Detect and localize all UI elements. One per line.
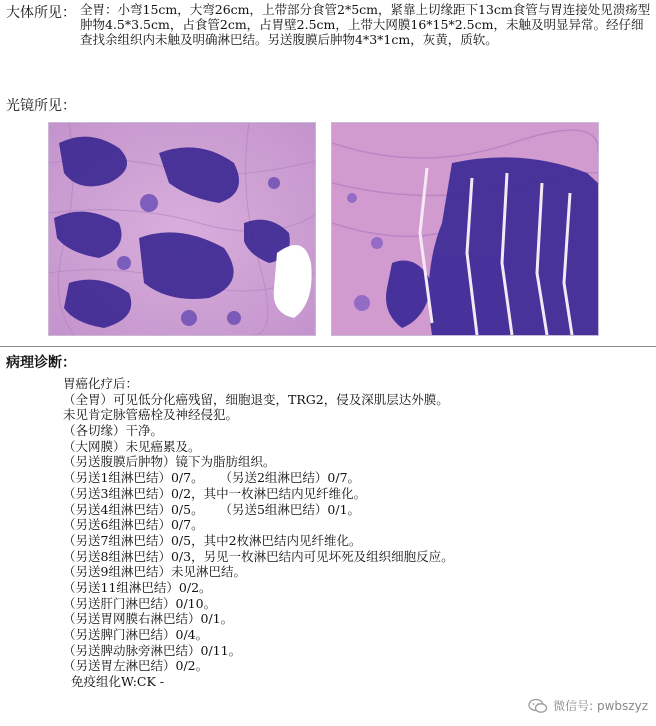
diagnosis-line: 胃癌化疗后： bbox=[63, 376, 139, 391]
diagnosis-list bbox=[63, 376, 648, 690]
diagnosis-line: （另送7组淋巴结）0/5，其中2枚淋巴结内见纤维化。 bbox=[63, 532, 362, 548]
diagnosis-line: （另送11组淋巴结）0/2。 bbox=[63, 579, 212, 595]
histology-image-left bbox=[48, 122, 316, 336]
diagnosis-title: 病理诊断： bbox=[6, 355, 76, 371]
diagnosis-line: 未见肯定脉管癌栓及神经侵犯。 bbox=[63, 407, 239, 423]
diagnosis-line: （另送4组淋巴结）0/5。 （另送5组淋巴结）0/1。 bbox=[63, 501, 361, 517]
gross-findings-text: 全胃：小弯15cm，大弯26cm，上带部分食管2*5cm，紧靠上切缘距下13cm食管与胃连接处见溃疡型肿物4.5*3.5cm，占食管2cm，占胃壁2.5cm，上带大网膜16*15*2.5cm，未触及明显异常。经仔细查找余组织内未触及明确淋巴结。另送腹膜后肿物4*3*1cm，灰黄，质软。 bbox=[80, 2, 651, 47]
diagnosis-line: （各切缘）干净。 bbox=[63, 423, 164, 439]
diagnosis-line: （另送腹膜后肿物）镜下为脂肪组织。 bbox=[63, 454, 276, 470]
diagnosis-line: （另送1组淋巴结）0/7。 （另送2组淋巴结）0/7。 bbox=[63, 470, 361, 486]
diagnosis-line: （另送脾动脉旁淋巴结）0/11。 bbox=[63, 642, 242, 658]
gross-findings-label: 大体所见： bbox=[6, 5, 76, 21]
histology-image-right bbox=[331, 122, 599, 336]
diagnosis-line: （另送胃网膜右淋巴结）0/1。 bbox=[63, 611, 234, 627]
diagnosis-line: （另送脾门淋巴结）0/4。 bbox=[63, 627, 209, 642]
diagnosis-line: （全胃）可见低分化癌残留，细胞退变，TRG2，侵及深肌层达外膜。 bbox=[63, 391, 449, 407]
diagnosis-line: （另送肝门淋巴结）0/10。 bbox=[63, 595, 217, 611]
watermark-text: 微信号: pwbszyz bbox=[553, 699, 648, 713]
diagnosis-line: （另送8组淋巴结）0/3，另见一枚淋巴结内可见坏死及组织细胞反应。 bbox=[63, 548, 454, 564]
wechat-watermark bbox=[528, 697, 648, 714]
wechat-icon bbox=[528, 698, 548, 714]
diagnosis-line: （另送胃左淋巴结）0/2。 bbox=[63, 658, 209, 674]
diagnosis-line: 免疫组化W:CK - bbox=[63, 674, 165, 690]
diagnosis-line: （另送6组淋巴结）0/7。 bbox=[63, 517, 204, 533]
diagnosis-line: （另送3组淋巴结）0/2，其中一枚淋巴结内见纤维化。 bbox=[63, 485, 367, 501]
section-divider bbox=[0, 346, 656, 347]
microscopy-label: 光镜所见： bbox=[6, 98, 76, 114]
diagnosis-line: （大网膜）未见癌累及。 bbox=[63, 438, 201, 454]
diagnosis-line: （另送9组淋巴结）未见淋巴结。 bbox=[63, 564, 246, 580]
